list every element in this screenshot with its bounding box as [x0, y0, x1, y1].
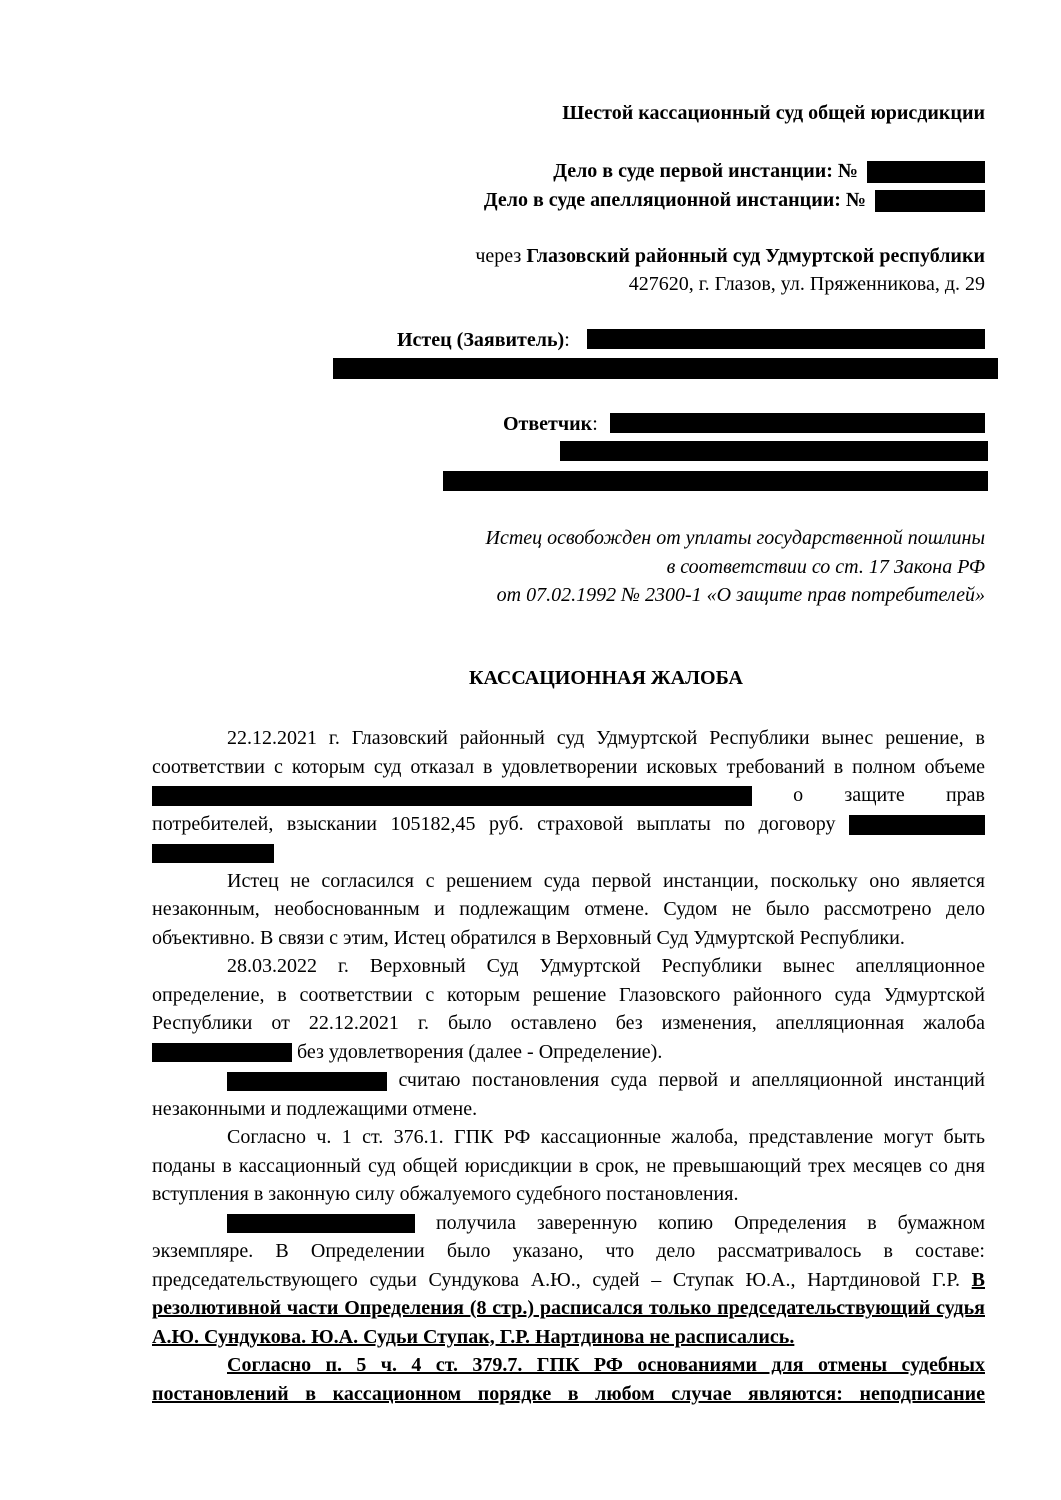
fee-exemption-note-line3: от 07.02.1992 № 2300-1 «О защите прав потребителей» [496, 584, 985, 606]
case-appeal-instance [484, 189, 985, 212]
document-body [152, 724, 985, 1408]
paragraph-4-text: считаю постановления суда первой и апелляционной инстанций незаконными и подлежащими отмене. [152, 1069, 985, 1120]
paragraph-7 [152, 1351, 985, 1408]
paragraph-3 [152, 952, 985, 1066]
defendant-label: Ответчик [503, 413, 593, 435]
case-first-label: Дело в суде первой инстанции: № [553, 160, 858, 182]
paragraph-1-text-a: 22.12.2021 г. Глазовский районный суд Удмуртской Республики вынес решение, в соответствии с которым суд отказал в удовлетворении исковых требований в полном объеме [152, 727, 985, 778]
plaintiff-line [397, 329, 570, 352]
redaction-bar [875, 190, 985, 212]
plaintiff-redaction [587, 329, 985, 349]
paragraph-6-text-a: получила заверенную копию Определения в бумажном экземпляре. В Определении было указано, что дело рассматривалось в составе: председательствующего судьи Сундукова А.Ю., судей – Ступак Ю.А., Нартдиновой Г.Р. [152, 1211, 986, 1291]
case-appeal-label: Дело в суде апелляционной инстанции: № [483, 189, 866, 211]
paragraph-1 [152, 724, 985, 867]
paragraph-5: Согласно ч. 1 ст. 376.1. ГПК РФ кассационные жалоба, представление могут быть поданы в кассационный суд общей юрисдикции в срок, не превышающий трех месяцев со дня вступления в законную силу обжалуемого судебного постановления. [152, 1126, 985, 1205]
paragraph-7-emphasis: Согласно п. 5 ч. 4 ст. 379.7. ГПК РФ основаниями для отмены судебных постановлений в кассационном порядке в любом случае являются: неподписание [152, 1354, 985, 1405]
defendant-colon: : [592, 413, 598, 435]
redaction-bar [867, 161, 985, 183]
redaction-bar [152, 786, 752, 806]
redaction-bar [227, 1072, 387, 1091]
plaintiff-colon: : [564, 329, 570, 351]
redaction-bar [152, 844, 274, 863]
paragraph-1-text-b: о защите прав потребителей, взыскании 105182,45 руб. страховой выплаты по договору [152, 784, 985, 835]
defendant-line [503, 413, 598, 436]
plaintiff-address-redaction [333, 358, 998, 379]
via-court-line [475, 245, 985, 268]
paragraph-3-text-b: без удовлетворения (далее - Определение). [297, 1040, 663, 1063]
via-prefix: через [475, 245, 522, 267]
court-name: Шестой кассационный суд общей юрисдикции [562, 102, 985, 124]
case-first-instance [553, 160, 985, 183]
redaction-bar [227, 1214, 415, 1233]
paragraph-6-emphasis: В резолютивной части Определения (8 стр.) расписался только председательствующий судья А.Ю. Сундукова. Ю.А. Судьи Ступак, Г.Р. Нартдинова не расписались. [152, 1268, 985, 1348]
paragraph-4 [152, 1066, 985, 1123]
defendant-address-redaction [443, 471, 988, 491]
fee-exemption-note-line1: Истец освобожден от уплаты государственной пошлины [485, 527, 985, 549]
paragraph-3-text-a: 28.03.2022 г. Верховный Суд Удмуртской Республики вынес апелляционное определение, в соответствии с которым решение Глазовского районного суда Удмуртской Республики от 22.12.2021 г. было оставлено без изменения, апелляционная жалоба [152, 955, 985, 1034]
paragraph-2: Истец не согласился с решением суда первой инстанции, поскольку оно является незаконным, необоснованным и подлежащим отмене. Судом не было рассмотрено дело объективно. В связи с этим, Истец обратился в Верховный Суд Удмуртской Республики. [152, 869, 985, 949]
defendant-redaction [610, 413, 985, 433]
plaintiff-label: Истец (Заявитель) [397, 329, 565, 351]
redaction-bar [152, 1043, 292, 1062]
fee-exemption-note-line2: в соответствии со ст. 17 Закона РФ [666, 556, 985, 578]
via-court-address: 427620, г. Глазов, ул. Пряженникова, д. 29 [628, 273, 985, 295]
via-court-name: Глазовский районный суд Удмуртской республики [526, 245, 985, 267]
document-title: КАССАЦИОННАЯ ЖАЛОБА [468, 667, 744, 689]
redaction-bar [849, 815, 985, 835]
defendant-address-redaction [560, 441, 988, 461]
paragraph-6 [152, 1209, 985, 1352]
